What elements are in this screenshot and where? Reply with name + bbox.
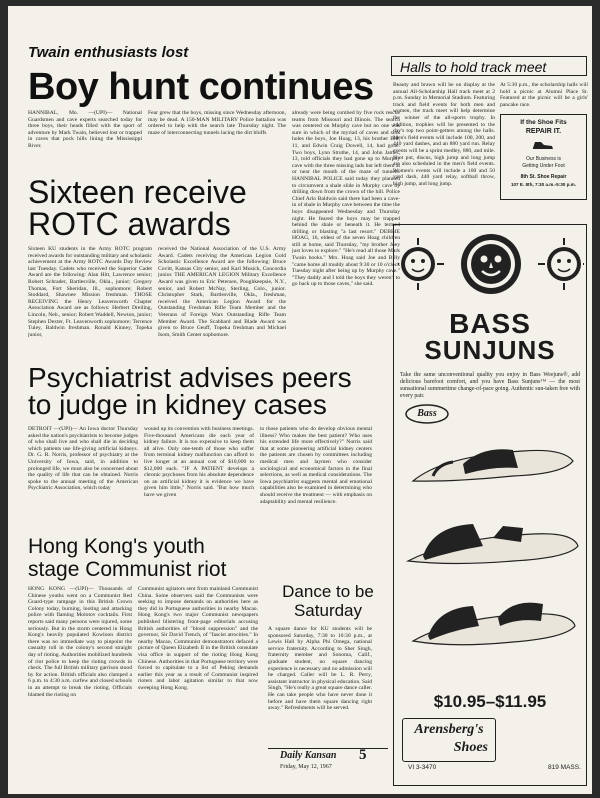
boy-hunt-col2: Fear grew that the boys, missing since Wednesday afternoon, may be dead. A 150-MAN MILITARY Police battalion was ordered to help with the search late Thursday night. The maze of interconnecting tunnels lacing the dirt bluffs xyxy=(148,110,286,136)
track-meet-col2: At 5:30 p.m., the scholarship halls will hold a picnic at Alumni Place St. Featured at the picnic will be a girls' pancake race. xyxy=(500,82,588,108)
rotc-headline-line2: ROTC awards xyxy=(28,206,231,242)
dance-headline-line2: Saturday xyxy=(293,601,363,620)
bass-ad-copy: Take the same unconventional quality you enjoy in Bass Weejuns®, add delicious barefoot comfort, and you have Bass Sunjuns™ — the most sunsational summertime change-of-pace going. Authentic sun-taken free with every pair. xyxy=(400,372,580,399)
track-meet-headline: Halls to hold track meet xyxy=(400,59,547,75)
sandal-bottom xyxy=(413,603,575,645)
sandal-middle xyxy=(408,524,578,564)
bass-brand-line1: BASS xyxy=(449,308,531,339)
shoe-repair-line3: Our Business is xyxy=(525,156,561,162)
hong-kong-headline-line2: stage Communist riot xyxy=(28,558,227,581)
shoe-repair-line2: REPAIR IT. xyxy=(525,128,562,135)
shoe-repair-line5: 8th St. Shoe Repair xyxy=(520,174,567,180)
boy-hunt-headline: Boy hunt continues xyxy=(28,66,374,108)
psychiatrist-headline-line1: Psychiatrist advises peers xyxy=(28,362,352,393)
hong-kong-col2: Communist agitators sent from mainland Communist China. Some observers said the Communists were seeking to impose demands on authorities here as they did in Portuguese authorities in nearby Macao. Hong Kong's two major Communist newspapers published blistering front-page editorials accusing British authorities of "blood suppression" and the governor, Sir David Trench, of "fascist atrocities." In nearby Macao, Communist demonstrators defaced a picture of Queen Elizabeth II in the British consulate visa office in support of the rioting Hong Kong Chinese. Authorities in that Portuguese territory were forced to capitulate to a list of Peking demands earlier this year as a result of Communist inspired rioters and labor agitation similar to that now sweeping Hong Kong. xyxy=(138,586,258,691)
psychiatrist-col3: to those patients who do develop obvious mental illness? Who makes the best patient? Who uses his extended life more effectively?" Norris said that at some pioneering artificial kidney centers the patients are chosen by committees including medical men and laymen who consider sociological and economical factors in the final selections, as well as medical considerations. The Iowa psychiatrist suggests mental and emotional capabilities also be examined in determining who should receive the treatment — with emphasis on adaptability and mental resilience. xyxy=(260,426,372,505)
boy-hunt-col3: already were being combed by five rock rescue teams from Missouri and Illinois. The search was centered on Murphy cave but no one was sure in which of the myriad of caves and sink holes the boys, Joe Hoag, 13, his brother Bill, 11, and Edwin Craig Dowell, 14, had gone. Two boys, Lynn Struthe, 14, and John James, 13, told officials they had gone up to Murphy cave with the three missing lads but left them at or near the mouth of the maze of tunnels. HANNIBAL POLICE said today they planned to circumvent a shale slide in Murphy cave by drilling down from the crown of the hill. Police Chief Arlo Baldwin said there had been a cave-in of shale in Murphy cave between the time the boys disappeared Wednesday and Thursday night. He feared the boys may be trapped behind the shale or beneath it. He termed drilling or blasting "a last resort." DEBBIE HOAG, 16, eldest of the seven Hoag children still at home, said Thursday, "my brother Joey just loves to explore." "He's read all those Mark Twain books." Mrs. Hoag said Joe and Billy "came home all muddy about 9:30 or 10 o'clock Tuesday night after being up by Murphy cave." "They daddy and I told the boys they weren't to go back up to those caves," she said. xyxy=(292,110,400,288)
newspaper-page xyxy=(8,6,592,794)
rotc-col2: received the National Association of the U.S. Army Award. Cadets receiving the American Legion Gold Scholastic Excellence Award are the following: Bruce Covitt, Kansas City senior, and Karl Musick, Concordia junior. THE AMERICAN LEGION Military Excellence Award was given to Eric Petersen, Poughkeepsie, N.Y., senior, and Robert McNay, Sterling, Colo., junior. Christopher Stark, Bartlesville, Okla., freshman, received the American Legion Award for the Outstanding Freshman Rifle Team Member and the Veterans of Foreign Wars Outstanding Rifle Team Member Award. The Scabbard and Blade Award was given to Bruce Geuff, Topeka freshman and Michael Isom, Smith Center sophomore. xyxy=(158,246,286,338)
arensbergs-phone: VI 3-3470 xyxy=(408,764,437,771)
sandal-top xyxy=(413,449,573,481)
boy-hunt-kicker: Twain enthusiasts lost xyxy=(28,44,189,61)
arensbergs-store-line1: Arensberg's xyxy=(414,722,484,737)
arensbergs-address: 819 MASS. xyxy=(548,764,581,771)
sun-emblem-icon xyxy=(398,228,584,298)
boy-hunt-col1: HANNIBAL, Mo. —(UPI)— National Guardsmen and cave experts searched today for three boys, their heads filled with the sport of adventure by Mark Twain, believed lost or trapped in caves that pock hills lining the Mississippi River. xyxy=(28,110,142,149)
shoe-repair-line1: If the Shoe Fits xyxy=(520,119,567,126)
shoe-icon xyxy=(531,138,555,152)
hong-kong-headline-line1: Hong Kong's youth xyxy=(28,535,205,558)
rotc-col1: Sixteen KU students in the Army ROTC program received awards for outstanding military and scholastic achievement at the Army ROTC Awards Day Review last Tuesday. Cadets who received the Superior Cadet Award are the following: Alan Hitt, Lawrence senior; Robert Schrader, Bartlesville, Okla., junior; Gregory Thomas, Fort Sheridan, Ill., sophomore; Robert Stoddard, Shawnee Mission freshman. THOSE RECEIVING the Henry Leavenworth Chapter Association Award are as follows: Herbert Dreiling, Lincoln, Neb., senior; Robert Waddell, Newton, junior; Stephen Dexter, Ft. Leavenworth sophomore; Terrence Tuley, Baldwin freshman. Ronald Kinney, Topeka junior, xyxy=(28,246,152,338)
footer-date: Friday, May 12, 1967 xyxy=(280,764,332,770)
psychiatrist-col2: wound up its convention with business meetings. Five-thousand Americans die each year of kidney failure. It is too expensive to keep them all alive. Only one-tenth of those who suffer from terminal kidney malfunction can afford to live longer at an annual cost of $10,000 to $12,000 each. "IF A PATIENT develops a chronic psychoses from his absolute dependence on an artificial kidney it is evidence we have given him little," Norris said. "But how much have we given xyxy=(144,426,254,498)
dance-headline-line1: Dance to be xyxy=(282,582,374,601)
bass-brand-line2: SUNJUNS xyxy=(424,335,556,365)
psychiatrist-col1: DETROIT —(UPI)— An Iowa doctor Thursday asked the nation's psychiatrists to become judges of who shall live and who shall die in deciding which patients use life-giving artificial kidneys. Dr. G. R. Norris, professor of psychiatry at the University of Iowa, said, in addition to prolonged life, we must also be concerned about the quality of life that can be obtained. Norris spoke to the annual meeting of the American Psychiatric Association, which today xyxy=(28,426,138,492)
footer-paper-name: Daily Kansan xyxy=(280,750,337,761)
footer-page-number: 5 xyxy=(359,747,367,763)
rotc-headline-line1: Sixteen receive xyxy=(28,174,247,210)
track-meet-col1: Beauty and brawn will be on display at the annual All-Scholarship Hall track meet at 2 p.m. Sunday in Memorial Stadium. Featuring track and field events for both men and women, the track meet will help determine the winner of the all-sports trophy. In addition, trophies will be presented to the day's top two point-getters among the halls. Men's field events will include 100, 200, and 440 yard dashes, and an 880 yard run. Relay events will be a sprint medley, 880, and mile. Shot put, discus, high jump and long jump are also scheduled in the men's field events. Women's events will include a 100 and 50 yard dash, 440 yard relay, softball throw, high jump, and long jump. xyxy=(393,82,495,187)
sandals-price: $10.95–$11.95 xyxy=(433,692,547,711)
shoe-repair-line4: Getting Under Foot xyxy=(522,163,565,169)
hong-kong-col1: HONG KONG —(UPI)— Thousands of Chinese youths went on a Communist Red Guard-type rampage in this British Crown Colony today, burning, looting and attacking police with flaming Molotov cocktails. First reports said many persons were injured, some seriously. But in the storm centered in Hong Kong's heavily populated Kowloon district there was no immediate way to pinpoint the casualty toll in the colony's second straight day of rioting. Authorities mobilized hundreds of riot police to keep the rioting crowds in check. The full British military garrison stood by for action. British officials also clamped a 6 p.m. to 4:30 a.m. curfew and closed schools in an attempt to break the rioting. Officials blamed the rioting on xyxy=(28,586,132,698)
sandals-illustration xyxy=(403,426,583,666)
bass-logo-text: Bass xyxy=(417,408,437,419)
shoe-repair-line6: 107 E. 8th, 7:30 a.m.-5:30 p.m. xyxy=(510,182,577,187)
dance-body: A square dance for KU students will be sponsored Saturday, 7:30 to 10:30 p.m., at Lewis Hall by Alpha Phi Omega, national service fraternity. According to Sher Singh, fraternity member and Sonoma, Calif., graduate student, no square dancing experience is necessary and no admission will be charged. Caller will be L. R. Perry, assistant instructor in physical education. Said Singh, "He's really a great square dance caller. He can take people who have never done it before and have them square dancing right away." Refreshments will be served. xyxy=(268,626,372,712)
arensbergs-store-line2: Shoes xyxy=(453,740,488,755)
psychiatrist-headline-line2: to judge in kidney cases xyxy=(28,389,327,420)
footer-rule xyxy=(268,748,388,749)
